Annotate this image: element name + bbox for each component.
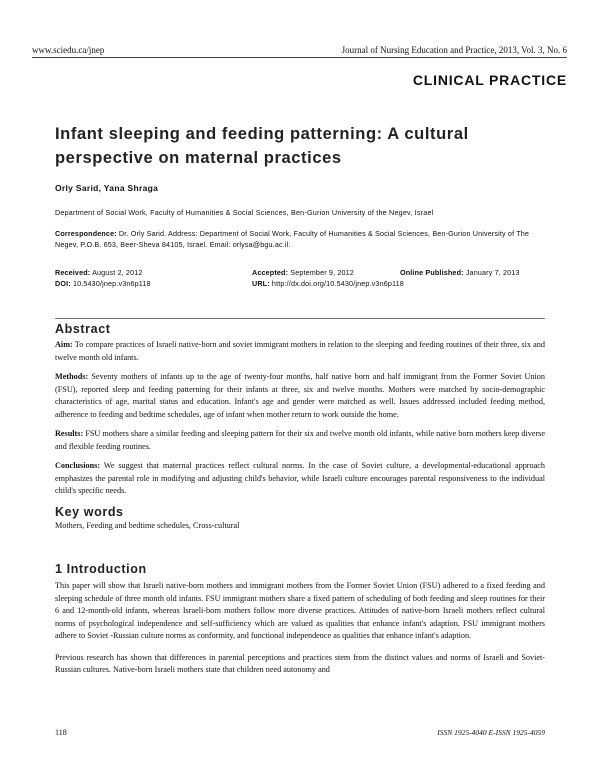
accepted-label: Accepted: [252,268,289,277]
url-value[interactable]: http://dx.doi.org/10.5430/jnep.v3n6p118 [271,279,404,288]
section-label: CLINICAL PRACTICE [412,72,567,88]
doi-value: 10.5430/jnep.v3n6p118 [72,279,151,288]
journal-citation: Journal of Nursing Education and Practice, 2013, Vol. 3, No. 6 [341,45,567,55]
online-label: Online Published: [400,268,464,277]
aim-text: To compare practices of Israeli native-born and soviet immigrant mothers in relation to the sleeping and feeding routines of their three, six and twelve month old infants. [55,340,545,362]
abstract-section [55,322,545,532]
introduction-section [55,562,545,677]
conclusions-text: We suggest that maternal practices reflect cultural norms. In the case of Soviet culture, a developmental-educational approach emphasizes the parental role in modifying and adjusting child's behavior, while Israeli culture encourages parental responsiveness to the individual child's specific needs. [55,461,545,495]
article-title: Infant sleeping and feeding patterning: A cultural perspective on maternal practices [55,125,469,167]
doi [55,279,151,288]
affiliation: Department of Social Work, Faculty of Humanities & Social Sciences, Ben-Gurion University of the Negev, Israel [55,208,434,217]
introduction-heading: 1 Introduction [55,562,147,576]
correspondence-label: Correspondence: [55,229,117,238]
online-value: January 7, 2013 [465,268,520,277]
methods-label: Methods: [55,372,89,381]
correspondence-text: Dr. Orly Sarid. Address: Department of Social Work, Faculty of Humanities & Social Sciences, Ben-Gurion University of The Negev, P.O.B. 653, Beer-Sheva 84105, Israel. Email: orlysa@bgu.ac.il. [55,229,530,249]
keywords-text: Mothers, Feeding and bedtime schedules, Cross-cultural [55,520,240,530]
correspondence [55,228,545,250]
accepted-date [252,268,354,277]
accepted-value: September 9, 2012 [290,268,354,277]
results-text: FSU mothers share a similar feeding and sleeping pattern for their six and twelve month old infants, while native born mothers keep diverse and flexible feeding routines. [55,429,546,451]
abstract-heading: Abstract [55,322,111,336]
url-label: URL: [252,279,270,288]
received-value: August 2, 2012 [92,268,143,277]
results-label: Results: [55,429,84,438]
methods-text: Seventy mothers of infants up to the age of twenty-four months, half native born and half immigrant from the Former Soviet Union (FSU), reported sleep and feeding patterning for their infants at three, six and twelve months. Mothers were matched by socio-demographic characteristics of age, marital status and education. Infant's age and gender were matched as well. Issues addressed included feeding method, adherence to feeding and bedtime schedules, age of infant when mother return to work outside the home. [55,372,545,419]
online-date [400,268,520,277]
conclusions-label: Conclusions: [55,461,101,470]
header-rule [32,57,567,58]
abstract-methods [55,371,545,421]
introduction-paragraph-2: Previous research has shown that differences in parental perceptions and practices stem from the distinct values and norms of Israeli and Soviet-Russian cultures. Native-born Israeli mothers state that children need autonomy and [55,652,545,674]
received-date [55,268,143,277]
doi-label: DOI: [55,279,71,288]
received-label: Received: [55,268,91,277]
issn: ISSN 1925-4040 E-ISSN 1925-4059 [437,728,545,737]
abstract-results [55,428,545,453]
article-url [252,279,404,288]
journal-url: www.sciedu.ca/jnep [32,45,105,55]
aim-label: Aim: [55,340,73,349]
abstract-aim [55,339,545,364]
authors: Orly Sarid, Yana Shraga [55,183,159,193]
keywords-heading: Key words [55,504,124,519]
abstract-rule [55,318,545,319]
introduction-paragraph-1: This paper will show that Israeli native-born mothers and immigrant mothers from the Former Soviet Union (FSU) adhered to a fixed feeding and sleeping schedule of three month old infants. FSU immigrant mothers share a fixed pattern of scheduling of both feeding and sleep routines for their 6 and 12-month-old infants, whereas Israeli-born mothers follow more diverse practices. Attitudes of native-born Israeli mothers reflect cultural norms of psychological independence and self-sufficiency which are valued as qualities that enhance infant's adaption. FSU immigrant mothers adhere to Soviet -Russian culture norms as conformity, and functional independence as qualities that enhance infant's adaption. [55,581,545,640]
page-number: 118 [55,728,67,737]
abstract-conclusions [55,460,545,498]
